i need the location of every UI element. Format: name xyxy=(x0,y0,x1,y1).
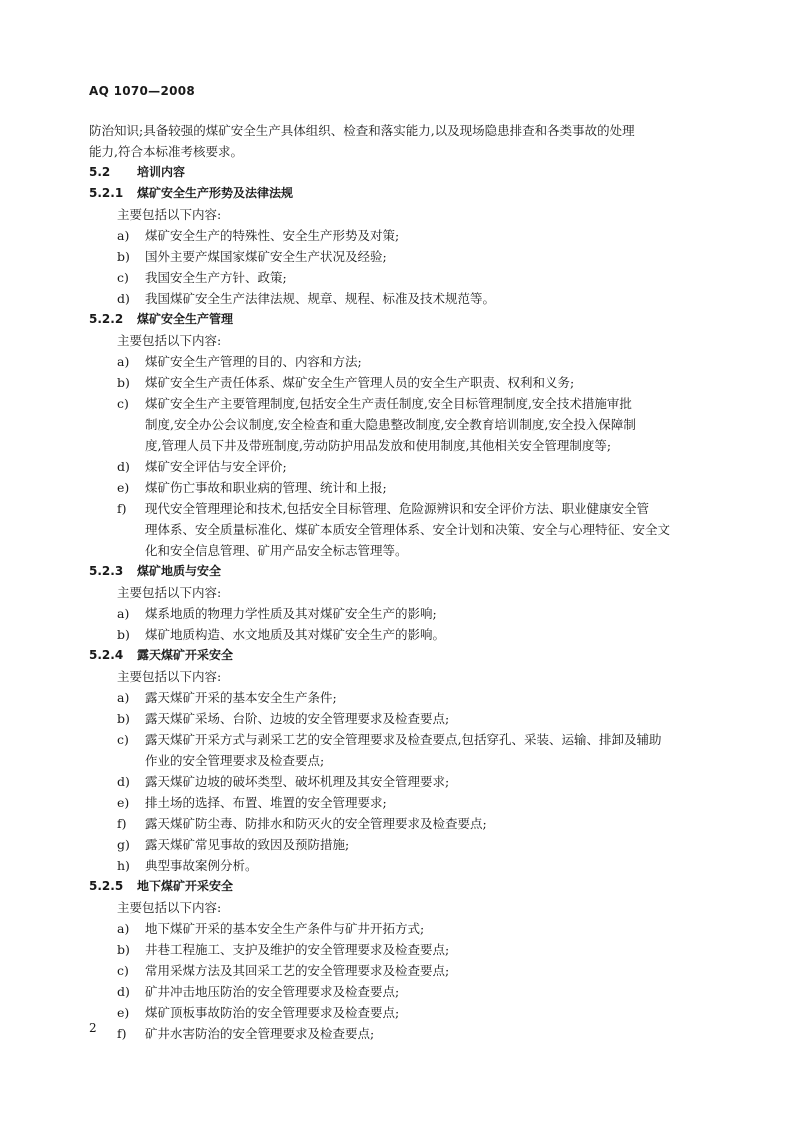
subsection-heading xyxy=(0,309,793,330)
subsection-title: 煤矿安全生产管理 xyxy=(137,312,234,326)
list-item-text: 我国安全生产方针、政策; xyxy=(145,270,287,285)
list-item-text: 煤矿安全生产责任体系、煤矿安全生产管理人员的安全生产职责、权利和义务; xyxy=(145,375,575,390)
list-marker: c) xyxy=(117,732,129,747)
list-marker: e) xyxy=(117,1005,130,1020)
list-item-text: 制度,安全办公会议制度,安全检查和重大隐患整改制度,安全教育培训制度,安全投入保障制 xyxy=(145,417,636,432)
list-item-line xyxy=(0,960,793,981)
subsection-title: 地下煤矿开采安全 xyxy=(137,879,234,893)
subsection-heading xyxy=(0,876,793,897)
list-marker: e) xyxy=(117,795,130,810)
list-item-line xyxy=(0,351,793,372)
list-item-line xyxy=(0,624,793,645)
document-body xyxy=(0,120,793,1044)
list-marker: b) xyxy=(117,942,130,957)
list-item-line xyxy=(0,834,793,855)
subsection-intro: 主要包括以下内容: xyxy=(117,669,222,684)
subsection-title: 煤矿安全生产形势及法律法规 xyxy=(137,186,294,200)
list-item-line xyxy=(0,372,793,393)
list-item-line xyxy=(0,246,793,267)
list-marker: d) xyxy=(117,984,130,999)
list-marker: e) xyxy=(117,480,130,495)
document-header: AQ 1070—2008 xyxy=(89,84,196,98)
list-item-text: 露天煤矿采场、台阶、边坡的安全管理要求及检查要点; xyxy=(145,711,450,726)
section-title: 培训内容 xyxy=(137,165,186,179)
list-item-line xyxy=(0,813,793,834)
subsection-number: 5.2.3 xyxy=(89,564,124,578)
list-marker: c) xyxy=(117,396,129,411)
section-number: 5.2 xyxy=(89,165,111,179)
list-item-line xyxy=(0,477,793,498)
list-item-text: 露天煤矿开采的基本安全生产条件; xyxy=(145,690,337,705)
list-item-text: 煤矿顶板事故防治的安全管理要求及检查要点; xyxy=(145,1005,400,1020)
list-item-text: 地下煤矿开采的基本安全生产条件与矿井开拓方式; xyxy=(145,921,425,936)
subsection-intro: 主要包括以下内容: xyxy=(117,900,222,915)
list-item-text: 矿井水害防治的安全管理要求及检查要点; xyxy=(145,1026,375,1041)
list-item-line xyxy=(0,393,793,414)
subsection-intro: 主要包括以下内容: xyxy=(117,585,222,600)
subsection-intro: 主要包括以下内容: xyxy=(117,207,222,222)
subsection-heading xyxy=(0,183,793,204)
list-marker: c) xyxy=(117,963,129,978)
page-number: 2 xyxy=(89,1021,97,1035)
list-item-line xyxy=(0,792,793,813)
subsection-number: 5.2.4 xyxy=(89,648,124,662)
list-item-text: 常用采煤方法及其回采工艺的安全管理要求及检查要点; xyxy=(145,963,450,978)
subsection-number: 5.2.1 xyxy=(89,186,124,200)
list-item-line xyxy=(0,855,793,876)
list-marker: d) xyxy=(117,291,130,306)
list-marker: a) xyxy=(117,606,130,621)
section-heading xyxy=(0,162,793,183)
list-item-line xyxy=(0,498,793,519)
list-item-text: 露天煤矿防尘毒、防排水和防灭火的安全管理要求及检查要点; xyxy=(145,816,487,831)
list-item-line xyxy=(0,708,793,729)
list-marker: f) xyxy=(117,501,127,516)
list-marker: f) xyxy=(117,1026,127,1041)
list-item-text: 煤矿伤亡事故和职业病的管理、统计和上报; xyxy=(145,480,387,495)
list-item-text: 煤矿安全生产主要管理制度,包括安全生产责任制度,安全目标管理制度,安全技术措施审批 xyxy=(145,396,632,411)
list-marker: a) xyxy=(117,228,130,243)
list-item-text: 煤矿安全生产的特殊性、安全生产形势及对策; xyxy=(145,228,400,243)
list-marker: b) xyxy=(117,627,130,642)
list-item-line xyxy=(0,1002,793,1023)
list-item-line xyxy=(0,918,793,939)
list-item-text: 露天煤矿边坡的破坏类型、破坏机理及其安全管理要求; xyxy=(145,774,450,789)
list-item-line xyxy=(0,267,793,288)
list-marker: a) xyxy=(117,690,130,705)
list-item-text: 矿井冲击地压防治的安全管理要求及检查要点; xyxy=(145,984,400,999)
list-item-text: 煤矿安全生产管理的目的、内容和方法; xyxy=(145,354,362,369)
list-marker: h) xyxy=(117,858,130,873)
list-item-text: 煤矿地质构造、水文地质及其对煤矿安全生产的影响。 xyxy=(145,627,446,642)
list-marker: b) xyxy=(117,375,130,390)
list-item-text: 煤矿安全评估与安全评价; xyxy=(145,459,287,474)
list-item-line xyxy=(0,939,793,960)
list-item-line xyxy=(0,435,793,456)
list-item-line xyxy=(0,519,793,540)
list-item-line xyxy=(0,687,793,708)
list-item-text: 度,管理人员下井及带班制度,劳动防护用品发放和使用制度,其他相关安全管理制度等; xyxy=(145,438,612,453)
list-item-line xyxy=(0,540,793,561)
subsection-heading xyxy=(0,645,793,666)
list-item-text: 现代安全管理理论和技术,包括安全目标管理、危险源辨识和安全评价方法、职业健康安全管 xyxy=(145,501,649,516)
list-item-line xyxy=(0,981,793,1002)
list-item-line xyxy=(0,729,793,750)
list-marker: b) xyxy=(117,249,130,264)
list-item-text: 国外主要产煤国家煤矿安全生产状况及经验; xyxy=(145,249,387,264)
list-marker: c) xyxy=(117,270,129,285)
list-item-line xyxy=(0,771,793,792)
list-item-text: 化和安全信息管理、矿用产品安全标志管理等。 xyxy=(145,543,408,558)
subsection-number: 5.2.2 xyxy=(89,312,124,326)
list-item-text: 煤系地质的物理力学性质及其对煤矿安全生产的影响; xyxy=(145,606,437,621)
list-item-line xyxy=(0,414,793,435)
list-marker: a) xyxy=(117,921,130,936)
list-item-line xyxy=(0,603,793,624)
subsection-heading xyxy=(0,561,793,582)
list-item-text: 作业的安全管理要求及检查要点; xyxy=(145,753,325,768)
list-marker: d) xyxy=(117,459,130,474)
list-item-text: 排土场的选择、布置、堆置的安全管理要求; xyxy=(145,795,387,810)
list-item-text: 理体系、安全质量标准化、煤矿本质安全管理体系、安全计划和决策、安全与心理特征、安全文 xyxy=(145,522,671,537)
subsection-intro: 主要包括以下内容: xyxy=(117,333,222,348)
list-item-text: 露天煤矿常见事故的致因及预防措施; xyxy=(145,837,350,852)
list-marker: d) xyxy=(117,774,130,789)
list-item-line xyxy=(0,750,793,771)
list-item-line xyxy=(0,225,793,246)
list-item-text: 井巷工程施工、支护及维护的安全管理要求及检查要点; xyxy=(145,942,450,957)
list-marker: f) xyxy=(117,816,127,831)
subsection-number: 5.2.5 xyxy=(89,879,124,893)
list-item-line xyxy=(0,288,793,309)
subsection-title: 露天煤矿开采安全 xyxy=(137,648,234,662)
list-item-text: 我国煤矿安全生产法律法规、规章、规程、标准及技术规范等。 xyxy=(145,291,496,306)
list-item-line xyxy=(0,456,793,477)
list-item-line xyxy=(0,1023,793,1044)
list-item-text: 典型事故案例分析。 xyxy=(145,858,258,873)
list-item-text: 露天煤矿开采方式与剥采工艺的安全管理要求及检查要点,包括穿孔、采装、运输、排卸及辅助 xyxy=(145,732,662,747)
list-marker: a) xyxy=(117,354,130,369)
paragraph-line: 能力,符合本标准考核要求。 xyxy=(89,144,243,159)
paragraph-line: 防治知识;具备较强的煤矿安全生产具体组织、检查和落实能力,以及现场隐患排查和各类事故的处理 xyxy=(89,123,635,138)
subsection-title: 煤矿地质与安全 xyxy=(137,564,222,578)
list-marker: b) xyxy=(117,711,130,726)
list-marker: g) xyxy=(117,837,130,852)
